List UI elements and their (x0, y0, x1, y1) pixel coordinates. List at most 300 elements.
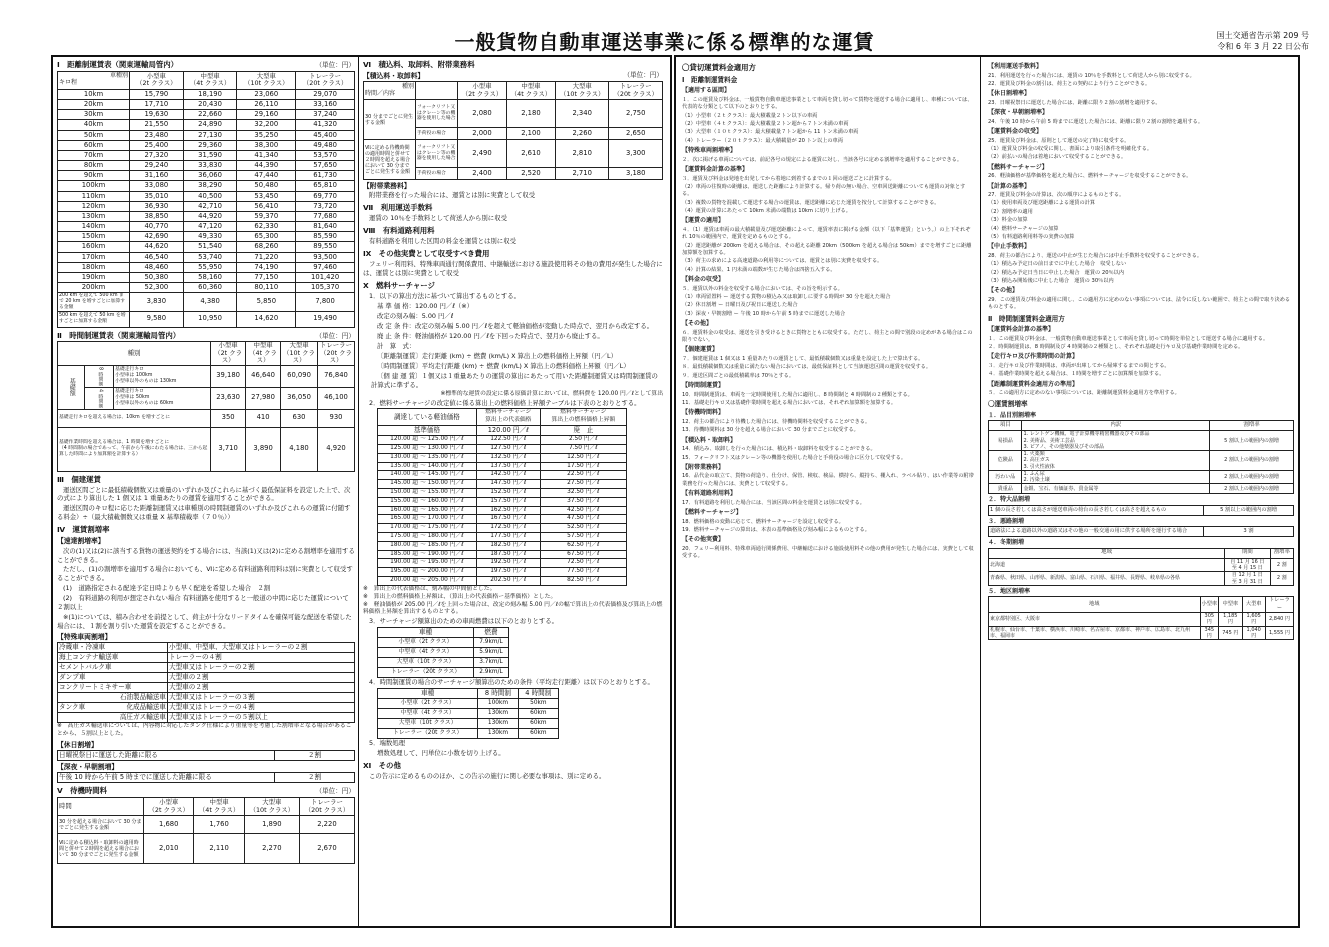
special-vehicle-heading: 【特殊車両割増】 (57, 633, 112, 642)
fee-cell: 2,520 (506, 168, 555, 180)
fare-cell: 93,500 (296, 252, 355, 262)
rate-header: 割増率 (1270, 548, 1293, 558)
table-row (989, 572, 1294, 586)
time-desc: 基礎作業時間を超える場合は、1 時間を増すごとに （4 時間制の場合であって、午前から午後にわたる場合は、三から起算した時間により加算額を計算する） (58, 427, 211, 471)
tank-kind: 高圧ガス輸送車 (119, 713, 166, 722)
rule-text: ２．時間制運賃は、8 時間制及び 4 時間制の２種類とし、それぞれ基礎走行キロ及び基礎作業時間を定める。 (988, 343, 1244, 350)
fare-cell: 50,480 (237, 181, 296, 191)
increase: 37.50 円／ℓ (540, 497, 626, 506)
fare-cell: 35,250 (237, 130, 296, 140)
fuel-cond: 廃 止 条 件：軽油価格が 120.00 円／ℓを下回った時点で、翌月から廃止する。 (377, 331, 604, 340)
table-row (378, 638, 509, 648)
fare-cell: 89,550 (296, 242, 355, 252)
item-detail: 金銀、宝石、有価証券、貴金属等 (1022, 484, 1210, 494)
table-row (378, 729, 559, 739)
rule-text: 16．品代金の取立て、貨物の荷造り、仕分け、保管、検収、検品、横持ち、縦持ち、棚入れ、ラベル貼り、はい作業等の附帯業務を行った場合には、実費として収受する。 (682, 473, 974, 487)
fuel-calc: 計 算 式： (377, 341, 416, 350)
fare-cell: 77,150 (237, 272, 296, 282)
distance-cell: 20km (58, 100, 130, 110)
fare-cell: 44,920 (183, 211, 237, 221)
rule-text: ９．運送区間ごとの最低積載率は 70％とする。 (682, 372, 795, 379)
fare-cell: 23,060 (237, 89, 296, 99)
fee-cell: 2,750 (609, 100, 663, 128)
vehicle-type: 海上コンテナ輸送車 (58, 653, 168, 663)
surcharge-rate: 大型車又はトレーラーの２割 (168, 663, 355, 673)
area-header: トレーラー (1265, 597, 1293, 613)
distance: 130km (478, 729, 518, 739)
small-header: 小型車 （2t クラス） (458, 82, 507, 100)
vehicle: トレーラー（20t クラス） (378, 729, 478, 739)
unit-label: （単位：円） (623, 71, 663, 80)
region-header: 地域 (989, 548, 1225, 558)
rule-text: ５．運賃以外の料金を収受する場合においては、その旨を明示する。 (682, 285, 843, 292)
rule-heading: 【燃料サーチャージ】 (988, 163, 1048, 171)
distance-cell: 200km (58, 283, 130, 293)
fare-cell: 53,570 (296, 150, 355, 160)
rule-text: （3）深夜・早朝割増 ー 午後 10 時から午前 5 時までに運送した場合 (682, 310, 846, 317)
distance: 60km (518, 719, 558, 729)
oversize-title: ２．特大品割増 (988, 496, 1031, 504)
price-range: 150.00 超 ～ 155.00 円／ℓ (378, 488, 477, 497)
increase: 52.50 円／ℓ (540, 524, 626, 533)
price-range: 165.00 超 ～ 170.00 円／ℓ (378, 515, 477, 524)
fare-cell: 69,770 (296, 191, 355, 201)
item-name: 易損品 (989, 431, 1022, 451)
large-header: 大型車 （10t クラス） (281, 342, 318, 365)
table-row (378, 436, 627, 445)
fare-cell: 33,080 (130, 181, 184, 191)
rep-price: 192.50 円／ℓ (476, 559, 540, 568)
fare-cell: 23,630 (211, 387, 246, 409)
fare-cell: 97,460 (296, 262, 355, 272)
oversize-condition: 1 個の長さ若しくは高さが運送車両の荷台の長さ若しくは高さを超えるもの (989, 505, 1204, 515)
fare-cell: 10,950 (183, 311, 237, 327)
holiday-table (57, 750, 355, 761)
fare-cell: 51,540 (183, 242, 237, 252)
distance-cell: 130km (58, 211, 130, 221)
distance: 130km (478, 719, 518, 729)
fuel-base: 基 準 価 格：120.00 円／ℓ（※） (377, 301, 473, 310)
distance-cell: 90km (58, 171, 130, 181)
eight-hour-header: 8 時間制 (478, 689, 518, 699)
surcharge-rate: 大型車の２割 (168, 673, 355, 683)
express-text-5: ※(1)については、積み合わせを前提として、荷主が十分なリードタイムを確保可能な配送を希望した場合には、１割を割り引いた運賃を設定することができる。 (57, 613, 352, 631)
section-toll-title: Ⅷ 有料道路利用料 (363, 226, 435, 236)
vehicle: トレーラー（20t クラス） (378, 668, 474, 678)
fare-cell: 38,290 (183, 181, 237, 191)
table-row (58, 232, 355, 242)
fare-cell: 38,300 (237, 140, 296, 150)
loading-method: 手荷役の場合 (416, 168, 458, 180)
table-row (58, 89, 355, 99)
rule-heading: 【附帯業務料】 (682, 463, 725, 471)
rule-text: 13．待機時間料は 30 分を超える場合において 30 分までごとに収受する。 (682, 427, 859, 434)
rule-text: （3）料金の加算 (988, 217, 1028, 224)
table-row (58, 683, 355, 693)
fare-cell: 4,920 (318, 427, 355, 471)
rule-text: 10．時間制運賃は、車両を一定時間使用した場合に適用し、8 時間制と 4 時間制の２種類とする。 (682, 391, 913, 398)
rule-text: ５．この適用方に定めのない事項については、距離制運賃料金適用方を準用する。 (988, 390, 1180, 397)
winter-region: 青森県、秋田県、山形県、新潟県、富山県、石川県、福井県、長野県、岐阜県の各県 (989, 572, 1225, 586)
item-name: 危険品 (989, 451, 1022, 471)
fare-cell: 3,890 (246, 427, 281, 471)
table-row (58, 653, 355, 663)
increase-header: 燃料サーチャージ 算出上の燃料価格上昇額 (540, 409, 626, 426)
fare-cell: 85,590 (296, 232, 355, 242)
table-row (378, 668, 509, 678)
time-content-header (364, 82, 416, 100)
vehicle-type-header: 車種別 (109, 72, 128, 80)
section-kodate-title: Ⅲ 個建運賃 (57, 474, 101, 484)
section-loading-title: Ⅵ 積込料、取卸料、附帯業務料 (363, 60, 475, 69)
increase: 82.50 円／ℓ (540, 577, 626, 586)
rule-text: 19．燃料サーチャージの算出は、本表の基準価格及び刻み幅によるものとする。 (682, 526, 870, 533)
fare-cell: 62,330 (237, 222, 296, 232)
right-column-2 (988, 57, 1294, 926)
fee-cell: 2,650 (609, 128, 663, 140)
rule-text: （5）有料道路利用料等の実費の加算 (988, 233, 1075, 240)
fuel-p4: 4．時間制運賃の場合のサーチャージ額算出のための条件（平均走行距離）は以下のとおりとする。 (369, 678, 654, 687)
item-rate: 5 割以上の範囲内の割増 (1210, 431, 1294, 451)
table-row (989, 470, 1294, 484)
rule-heading: 【料金の収受】 (682, 276, 725, 284)
fee-cell: 2,400 (458, 168, 507, 180)
distance-cell: 180km (58, 262, 130, 272)
rule-heading: 【適用する區間】 (682, 87, 731, 95)
area-fee: 2,840 円 (1265, 613, 1293, 627)
table-row (58, 673, 355, 683)
fare-cell: 49,480 (296, 140, 355, 150)
price-range: 185.00 超 ～ 190.00 円／ℓ (378, 550, 477, 559)
area-fee: 1,605 円 (1242, 613, 1265, 627)
table-row (58, 262, 355, 272)
price-range: 155.00 超 ～ 160.00 円／ℓ (378, 497, 477, 506)
fare-cell: 29,160 (237, 110, 296, 120)
small-header: 小型車 （2t クラス） (211, 342, 246, 365)
rule-text: （4）燃料サーチャージの加算 (988, 225, 1059, 232)
rep-price: 132.50 円／ℓ (476, 453, 540, 462)
time-desc: 基礎走行キロ 小型車は 100km 小型車以外のものは 130km (114, 365, 211, 387)
rule-text: 20．フェリー利用料、特殊車両通行関係費用、中継輸送における施設使用料その他の費用が発生した場合には、実費として収受する。 (682, 545, 974, 560)
rule-text: ４．（1）運賃は車両の最大積載量及び運送距離によって、運賃率表に掲げる金額（以下「基準運賃」という。）の上下それぞれ 10％の範囲内で、運賃を定めるものとする。 (682, 226, 971, 241)
increase: 12.50 円／ℓ (540, 453, 626, 462)
left-sheet (51, 55, 672, 928)
table-row (378, 444, 627, 453)
fee-cell: 3,180 (609, 168, 663, 180)
section-waiting-title: Ⅴ 待機時間料 (57, 786, 108, 796)
rule-text: 25．運賃及び料金は、原則として運送の完了時に収受する。 (988, 137, 1130, 144)
night-table (57, 772, 355, 783)
rule-heading: 【計算の基準】 (988, 182, 1031, 190)
fare-cell: 71,220 (237, 252, 296, 262)
vehicle: 小型車（2t クラス） (378, 699, 478, 709)
rule-heading: 【その他】 (988, 287, 1019, 295)
rep-price-header: 燃料サーチャージ 算出上の代表価格 (476, 409, 540, 426)
table-row (58, 150, 355, 160)
table-row (378, 719, 559, 729)
unit-label: （単位：円） (315, 787, 355, 796)
table-row (378, 480, 627, 489)
large-header: 大型車 （10t クラス） (555, 82, 609, 100)
fare-cell: 38,850 (130, 211, 184, 221)
rule-text: （1）使用車両及び運送距離による運賃の計算 (988, 200, 1096, 207)
distance-cell: 170km (58, 252, 130, 262)
fare-cell: 9,580 (130, 311, 184, 327)
winter-table (988, 548, 1294, 586)
fare-cell: 53,740 (183, 252, 237, 262)
fare-cell: 73,720 (296, 201, 355, 211)
tnote3: ※ 軽油価格が 205.00 円／ℓを上回った場合は、改定の刻み幅 5.00 円／ℓの幅で算出上の代表価格及び算出上の燃料価格上昇額を算出するものとする。 (363, 601, 663, 616)
fee-cell: 2,810 (555, 140, 609, 168)
rule-text: （2）中型車（４ｔクラス）：最大積載量２トン超から７トン未満の車両 (682, 120, 849, 127)
column-divider (980, 57, 981, 926)
section-commission-title: Ⅶ 利用運送手数料 (363, 203, 433, 213)
rule-text: （2）車両の往復時の距離は、運送した距離により計算する。帰り荷の無い場合、空車回送距離についても運賃の対象とする。 (682, 183, 966, 198)
fare-cell: 630 (281, 409, 318, 427)
base-price: 120.00 円／ℓ (476, 426, 540, 436)
fare-cell: 27,320 (130, 150, 184, 160)
waiting-condition: Ⅵに定める積込料・取卸料の適用時間と併せて２時間を超える場合において 30 分までごとに発生する金額 (58, 834, 144, 864)
rough-road-table (988, 526, 1294, 537)
increase: 22.50 円／ℓ (540, 471, 626, 480)
surcharge-rules-title: 〇運賃割増率 (988, 400, 1028, 409)
rule-text: 29．この運賃及び料金の適用に関し、この適用方に定めのない事項については、法令に反しない範囲で、荷主との間で取り決めるものとする。 (988, 296, 1291, 311)
rule-text: （2）前払いの場合は着地において収受することができる。 (988, 154, 1127, 161)
night-heading: 【深夜・早朝割増】 (57, 763, 119, 772)
rule-text: （2）積込み予定日当日に中止した場合 運賃の 20％以内 (988, 269, 1125, 276)
rep-price: 137.50 円／ℓ (476, 462, 540, 471)
increase: 67.50 円／ℓ (540, 550, 626, 559)
rule-heading: 【深夜・早朝割増率】 (988, 109, 1049, 117)
area-surcharge-table (988, 596, 1294, 640)
fare-cell: 81,640 (296, 222, 355, 232)
area-fee: 345 円 (1200, 626, 1219, 640)
fare-cell: 21,550 (130, 120, 184, 130)
fee-cell: 2,000 (458, 128, 507, 140)
tank-kind: 石油製品輸送車 (119, 693, 166, 702)
loading-heading: 【積込料・取卸料】 (363, 71, 425, 80)
economy-header: 燃費 (473, 628, 508, 638)
table-row (378, 709, 559, 719)
section-other-title: Ⅺ その他 (363, 761, 401, 771)
rule-heading: 【待機時間料】 (682, 409, 725, 417)
rule-text: 14．積込み、取卸しを行った場合には、積込料・取卸料を収受することができる。 (682, 446, 876, 453)
mid-header: 中型車 （4t クラス） (194, 798, 244, 816)
rule-heading: 【運賃の適用】 (682, 217, 725, 225)
price-range: 130.00 超 ～ 135.00 円／ℓ (378, 453, 477, 462)
distance: 60km (518, 709, 558, 719)
other-costs-text: フェリー利用料、特殊車両通行関係費用、中継輸送における施設使用料その他の費用が発生した場合には、運賃とは別に実費として収受 (363, 260, 663, 278)
rule-text: ６．運賃料金の収受は、運送を引き受けるときに貨物とともに収受する。ただし、荷主との間で別段の定めがある場合はこの限りでない。 (682, 329, 973, 344)
fare-cell: 5,850 (237, 293, 296, 311)
fee-cell: 2,260 (555, 128, 609, 140)
economy: 5.9km/L (473, 648, 508, 658)
rule-text: （3）複数の貨物を混載して運送する場合の運賃は、運送距離に応じた運賃を按分して計算することができる。 (682, 199, 940, 206)
fuel-f2: 〔時間制運賃〕平均走行距離 (km) ÷ 燃費 (km/L) X 算出上の燃料価格上昇額（円／L） (377, 361, 630, 370)
express-text-2: ただし、(1)の割増率を適用する場合においても、Ⅵに定める有料道路利用料は別に実費として収受することができる。 (57, 565, 353, 583)
table-row (378, 550, 627, 559)
distance-cell: 140km (58, 222, 130, 232)
table-row (378, 568, 627, 577)
loading-fee-table (363, 81, 663, 180)
holiday-condition: 日曜祝祭日に運送した距離に限る (58, 751, 275, 761)
fare-cell: 58,160 (183, 272, 237, 282)
economy: 3.7km/L (473, 658, 508, 668)
increase: 7.50 円／ℓ (540, 444, 626, 453)
rule-text: 15．フォークリフト又はクレーン等の機器を使用した場合と手荷役の場合に区分して収受する。 (682, 454, 907, 461)
fare-cell: 74,190 (237, 262, 296, 272)
rule-heading: 【利用運送手数料】 (988, 63, 1043, 70)
distance-cell: 190km (58, 272, 130, 282)
rough-road-title: ３．悪路割増 (988, 517, 1025, 525)
fare-cell: 15,790 (130, 89, 184, 99)
fare-cell: 14,620 (237, 311, 296, 327)
period-header: 期間 (1225, 548, 1270, 558)
price-range-header: 調達している軽油価格 (378, 409, 477, 426)
table-row (58, 409, 355, 427)
fare-cell: 350 (211, 409, 246, 427)
price-range: 145.00 超 ～ 150.00 円／ℓ (378, 480, 477, 489)
rule-text: （2）割増率の適用 (988, 208, 1033, 215)
rule-text: 22．運賃及び料金の割引は、荷主との契約により行うことができる。 (988, 80, 1151, 87)
time-desc: 基礎走行キロを超える場合は、10km を増すごとに (58, 409, 211, 427)
table-row (58, 191, 355, 201)
rule-text: ３．運賃及び料金は発地を出発してから着地に到着するまでの１回の運送ごとに計算する。 (682, 175, 895, 182)
rule-text: 18．燃料価格の変動に応じて、燃料サーチャージを設定し収受する。 (682, 518, 844, 525)
distance-cell: 80km (58, 161, 130, 171)
area-fee: 1,040 円 (1242, 626, 1265, 640)
fare-cell: 4,180 (281, 427, 318, 471)
avg-distance-table (377, 688, 559, 739)
fuel-p1: 1．以下の算出方法に基づいて算出するものとする。 (369, 292, 521, 300)
fare-cell: 39,180 (211, 365, 246, 387)
loading-method: フォークリフト又はクレーン等の機器を使用した場合 (416, 140, 458, 168)
unit-label: （単位：円） (315, 60, 355, 69)
rep-price: 147.50 円／ℓ (476, 480, 540, 489)
fare-cell: 68,260 (237, 242, 296, 252)
rule-text: ７．個建運賃は 1 個又は 1 重量あたりの運賃として、最低積載個数又は重量を設定した上で算出する。 (682, 355, 924, 362)
item-detail: 1. ふん尿 2. 汚染土壌 (1022, 470, 1210, 484)
fare-cell: 29,360 (183, 140, 237, 150)
rough-rate: 3 割 (1204, 527, 1294, 537)
increase: 72.50 円／ℓ (540, 559, 626, 568)
area-header: 大型車 (1242, 597, 1265, 613)
express-text-3: (1) 道路指定される配達予定日時よりも早く配達を希望した場合 ２割 (63, 584, 271, 593)
rep-price: 127.50 円／ℓ (476, 444, 540, 453)
fuel-rev2: 改 定 条 件：改定の刻み幅 5.00 円／ℓを超えて軽油価格が変動した時点で、翌月から改定する。 (377, 321, 654, 330)
vehicle: 中型車（4t クラス） (378, 709, 478, 719)
table-row (58, 643, 355, 653)
fare-cell: 29,070 (296, 89, 355, 99)
tank-label (58, 703, 168, 713)
rule-text: 28．荷主の都合により、運送の中止が生じた場合には中止手数料を収受することができる。 (988, 252, 1203, 259)
distance-cell: 60km (58, 140, 130, 150)
table-row (989, 431, 1294, 451)
table-row (378, 577, 627, 586)
vehicle: 大型車（10t クラス） (378, 658, 474, 668)
column-divider (358, 57, 359, 926)
rep-price: 167.50 円／ℓ (476, 515, 540, 524)
table-row (989, 626, 1294, 640)
rep-price: 182.50 円／ℓ (476, 541, 540, 550)
table-row (58, 120, 355, 130)
right-column-1 (682, 57, 974, 926)
table-row (378, 533, 627, 542)
rule-text: （1）運賃及び料金の収受に関し、書面により取引条件を明確化する。 (988, 145, 1153, 152)
rule-text: 26．軽油価格が基準価格を超えた場合に、燃料サーチャージを収受することができる。 (988, 173, 1192, 180)
winter-region: 北海道 (989, 558, 1225, 572)
vehicle-type: コンクリートミキサー車 (58, 683, 168, 693)
price-range: 195.00 超 ～ 200.00 円／ℓ (378, 568, 477, 577)
table-row (58, 242, 355, 252)
item-surcharge-table (988, 420, 1294, 494)
fare-cell: 55,950 (183, 262, 237, 272)
section-surcharge-title: Ⅳ 運賃割増率 (57, 525, 110, 535)
large-header: 大型車 （10t クラス） (237, 71, 296, 89)
price-range: 135.00 超 ～ 140.00 円／ℓ (378, 462, 477, 471)
rule-heading: 【運賃料金計算の基準】 (682, 166, 749, 173)
rule-text: （4）運賃の計算にあたって 10km 未満の端数は 10km に切り上げる。 (682, 208, 851, 215)
table-row (58, 663, 355, 673)
table-row (58, 211, 355, 221)
fuel-f3: 〔個 建 運 賃〕１個又は１重量あたりの運賃の算出にあたって用いた距離制運賃又は時間制運賃の計算式に準ずる。 (371, 371, 658, 389)
fare-cell: 19,490 (296, 311, 355, 327)
loading-time-label: 30 分までごとに発生する金額 (364, 100, 416, 140)
fare-cell: 44,620 (130, 242, 184, 252)
notice-number: 国土交通省告示第 209 号 (1216, 31, 1309, 40)
fare-cell: 76,840 (318, 365, 355, 387)
rep-price: 197.50 円／ℓ (476, 568, 540, 577)
kind-header: 種別 (401, 82, 414, 90)
express-heading: 【速達割増率】 (57, 537, 105, 546)
km-header: キロ程 (59, 79, 78, 87)
table-row (58, 100, 355, 110)
price-range: 170.00 超 ～ 175.00 円／ℓ (378, 524, 477, 533)
table-row (378, 497, 627, 506)
incidental-heading: 【附帯業務料】 (363, 182, 411, 191)
table-row (989, 484, 1294, 494)
table-row (378, 524, 627, 533)
section-distance-title: Ⅰ 距離制運賃表（関東運輸局管内） (57, 60, 179, 69)
fare-cell: 3,710 (211, 427, 246, 471)
table-row (58, 311, 355, 327)
hour-system: 4 時間制 (85, 387, 114, 409)
surcharge-table (377, 408, 627, 585)
rule-heading: 【走行キロ及び作業時間の計算】 (988, 353, 1079, 361)
fare-cell: 44,390 (237, 161, 296, 171)
vehicle-header: 車種 (378, 689, 478, 699)
fee-cell: 2,080 (458, 100, 507, 128)
table-row (378, 506, 627, 515)
fee-cell: 2,710 (555, 168, 609, 180)
fare-cell: 42,690 (130, 232, 184, 242)
hour-system: 8 時間制 (85, 365, 114, 387)
fare-cell: 3,830 (130, 293, 184, 311)
rule-text: ２．次に掲げる車両については、前記各号の規定による運賃に対し、当該各号に定める割増率を適用することができる。 (682, 156, 963, 163)
fare-cell: 930 (318, 409, 355, 427)
table-row (378, 462, 627, 471)
table-row (58, 293, 355, 311)
four-hour-header: 4 時間制 (518, 689, 558, 699)
area-header: 小型車 (1200, 597, 1219, 613)
fare-cell: 23,480 (130, 130, 184, 140)
rule-text: １．この運賃及び料金は、一般貨物自動車運送事業として車両を貸し切って貨物を運送する場合に適用し、車種については、代表的な分類として以下のとおりとする。 (682, 96, 973, 111)
fare-cell: 18,190 (183, 89, 237, 99)
fare-cell: 52,300 (130, 283, 184, 293)
price-range: 180.00 超 ～ 185.00 円／ℓ (378, 541, 477, 550)
area-fee: 1,555 円 (1265, 626, 1293, 640)
surcharge-rate: 大型車又はトレーラーの３割 (168, 693, 355, 703)
